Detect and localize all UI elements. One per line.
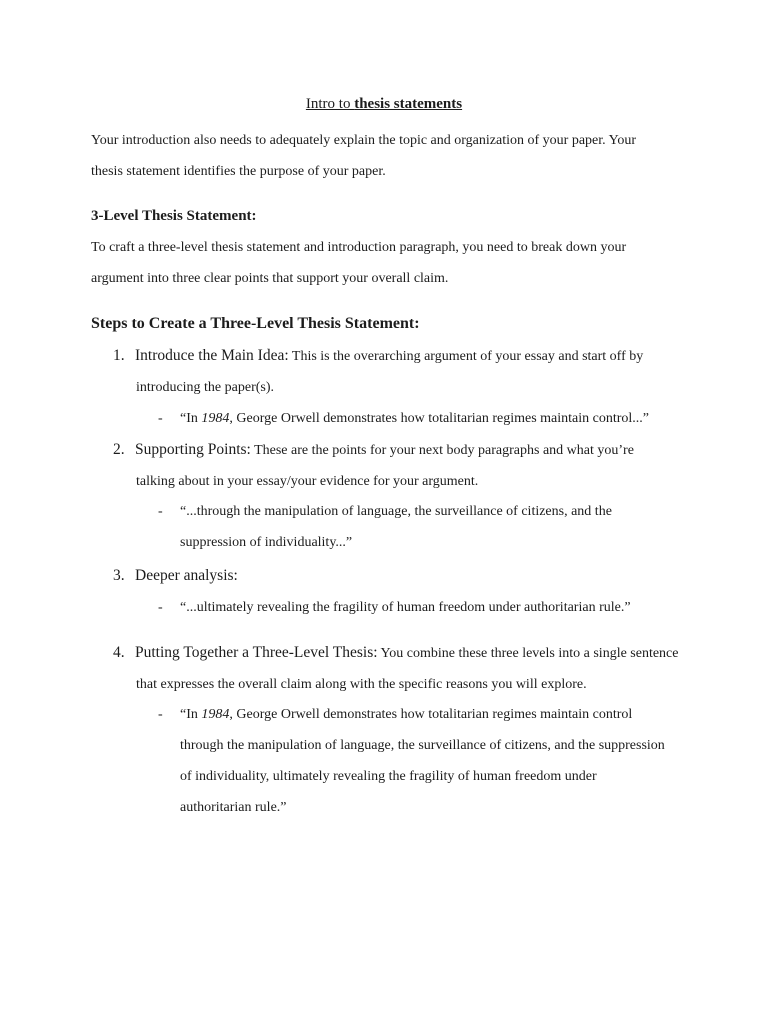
section1-line-2: argument into three clear points that support your overall claim. xyxy=(91,271,449,286)
bullet-dash: - xyxy=(158,600,163,615)
step-1-text: This is the overarching argument of your essay and start off by xyxy=(288,349,644,364)
step-3-bullet-text: “...ultimately revealing the fragility of human freedom under authoritarian rule.” xyxy=(180,600,631,615)
document-title xyxy=(0,93,768,115)
title-prefix: Intro to xyxy=(305,96,355,112)
intro-line-1: Your introduction also needs to adequately explain the topic and organization of your paper. Your xyxy=(91,133,636,148)
quote-open: “In xyxy=(180,411,202,426)
step-4 xyxy=(113,637,683,700)
quote-rest: , George Orwell demonstrates how totalitarian regimes maintain control...” xyxy=(229,411,650,426)
step-2-bullet xyxy=(158,496,688,558)
section1-line-1: To craft a three-level thesis statement and introduction paragraph, you need to break down your xyxy=(91,240,627,255)
bullet-dash: - xyxy=(158,504,163,519)
section-heading-steps: Steps to Create a Three-Level Thesis Statement: xyxy=(91,315,420,332)
intro-line-2: thesis statement identifies the purpose of your paper. xyxy=(91,164,386,179)
step-4-text: You combine these three levels into a single sentence xyxy=(377,646,679,661)
step-4-bullet-line-2: through the manipulation of language, the surveillance of citizens, and the suppression xyxy=(180,738,665,753)
step-2-bullet-line-1: “...through the manipulation of language, the surveillance of citizens, and the xyxy=(180,504,612,519)
title-bold: thesis statements xyxy=(354,96,463,112)
step-1-bullet-text xyxy=(180,411,649,426)
intro-paragraph xyxy=(91,125,691,187)
step-1-number: 1. xyxy=(113,347,125,364)
step-2-continuation: talking about in your essay/your evidence for your argument. xyxy=(136,474,479,489)
step-2 xyxy=(113,434,683,497)
book-title: 1984 xyxy=(201,707,230,722)
step-4-number: 4. xyxy=(113,644,125,661)
step-2-bullet-line-2: suppression of individuality...” xyxy=(180,535,353,550)
step-4-bullet-line-3: of individuality, ultimately revealing the fragility of human freedom under xyxy=(180,769,597,784)
section-heading-3-level: 3-Level Thesis Statement: xyxy=(91,208,257,224)
book-title: 1984 xyxy=(201,411,230,426)
step-1 xyxy=(113,340,683,403)
step-1-bullet xyxy=(158,403,688,434)
step-4-lead: Putting Together a Three-Level Thesis: xyxy=(135,644,378,661)
quote-open: “In xyxy=(180,707,202,722)
step-1-lead: Introduce the Main Idea: xyxy=(135,347,289,364)
bullet-dash: - xyxy=(158,707,163,722)
step-3-number: 3. xyxy=(113,567,125,584)
step-4-continuation: that expresses the overall claim along with the specific reasons you will explore. xyxy=(136,677,587,692)
section1-paragraph xyxy=(91,232,691,294)
step-3-bullet xyxy=(158,592,688,623)
step-2-lead: Supporting Points: xyxy=(135,441,251,458)
step-4-bullet-line-4: authoritarian rule.” xyxy=(180,800,287,815)
step-2-text: These are the points for your next body paragraphs and what you’re xyxy=(250,443,634,458)
step-4-bullet xyxy=(158,699,688,823)
quote-rest: , George Orwell demonstrates how totalitarian regimes maintain control xyxy=(229,707,633,722)
step-2-number: 2. xyxy=(113,441,125,458)
step-1-continuation: introducing the paper(s). xyxy=(136,380,275,395)
step-3-lead: Deeper analysis: xyxy=(135,567,238,584)
step-3 xyxy=(113,560,683,592)
bullet-dash: - xyxy=(158,411,163,426)
step-4-bullet-line-1 xyxy=(180,707,632,722)
